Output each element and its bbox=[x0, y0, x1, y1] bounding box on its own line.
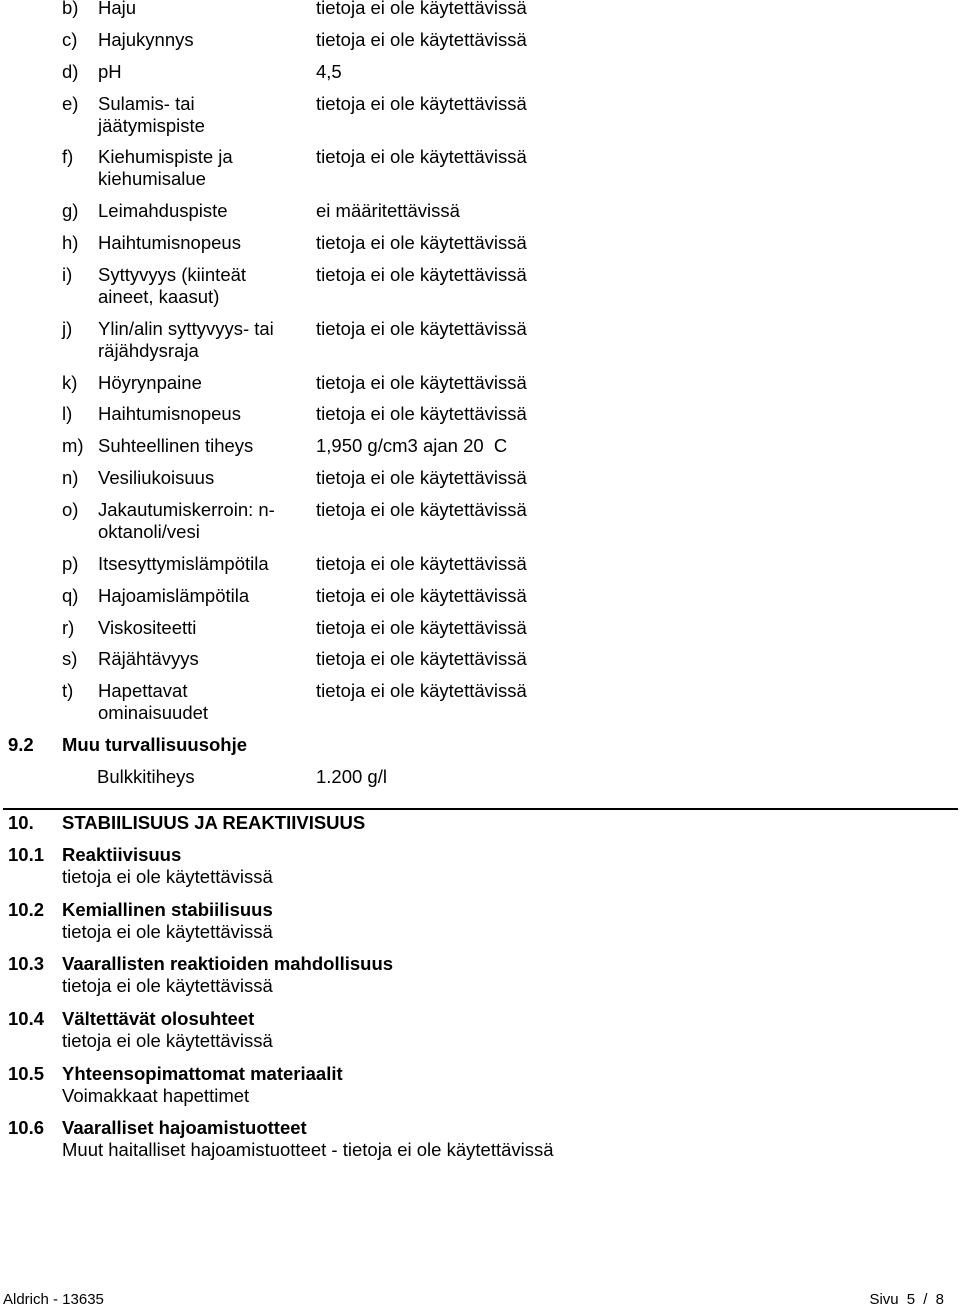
section-10 bbox=[0, 812, 960, 1172]
property-label-line: Höyrynpaine bbox=[98, 371, 202, 393]
section-heading-9-2 bbox=[0, 734, 960, 756]
property-letter: l) bbox=[62, 403, 73, 425]
property-label bbox=[98, 0, 308, 19]
property-letter: e) bbox=[62, 92, 79, 114]
property-label bbox=[98, 318, 308, 362]
property-value: tietoja ei ole käytettävissä bbox=[316, 263, 527, 285]
property-value: tietoja ei ole käytettävissä bbox=[316, 92, 527, 114]
property-value: tietoja ei ole käytettävissä bbox=[316, 371, 527, 393]
property-label bbox=[98, 648, 308, 670]
property-label-line: räjähdysraja bbox=[98, 339, 199, 361]
property-label-line: Sulamis- tai bbox=[98, 92, 195, 114]
property-label-line: Hajukynnys bbox=[98, 28, 194, 50]
property-label-line: Syttyvyys (kiinteät bbox=[98, 263, 247, 285]
property-row-evaporation-rate-2 bbox=[0, 403, 960, 425]
property-letter: c) bbox=[62, 28, 78, 50]
bulk-density-value: 1.200 g/l bbox=[316, 765, 387, 787]
property-value: tietoja ei ole käytettävissä bbox=[316, 467, 527, 489]
property-label-line: pH bbox=[98, 60, 122, 82]
property-row-explosive-limits bbox=[0, 318, 960, 362]
property-row-ph bbox=[0, 61, 960, 83]
property-letter: d) bbox=[62, 60, 79, 82]
property-label bbox=[98, 403, 308, 425]
property-label-line: Haihtumisnopeus bbox=[98, 403, 241, 425]
property-label bbox=[98, 29, 308, 51]
property-label bbox=[98, 680, 308, 724]
property-row-relative-density bbox=[0, 435, 960, 457]
property-label-line: Hajoamislämpötila bbox=[98, 584, 250, 606]
subsection-heading bbox=[0, 844, 960, 866]
property-letter: h) bbox=[62, 232, 79, 254]
property-row-melting-point bbox=[0, 93, 960, 137]
property-row-decomposition-temperature bbox=[0, 585, 960, 607]
property-label-line: Jakautumiskerroin: n- bbox=[98, 498, 275, 520]
property-label-line: Hapettavat bbox=[98, 680, 188, 702]
property-label bbox=[98, 435, 308, 457]
subsection-title: Vaaralliset hajoamistuotteet bbox=[62, 1117, 307, 1139]
subsection-text: Muut haitalliset hajoamistuotteet - tietoja ei ole käytettävissä bbox=[62, 1139, 554, 1161]
footer-product-id: Aldrich - 13635 bbox=[3, 1291, 104, 1308]
property-label bbox=[98, 585, 308, 607]
subsection-10-6 bbox=[0, 1117, 960, 1161]
subsection-heading bbox=[0, 1063, 960, 1085]
property-letter: m) bbox=[62, 435, 84, 457]
property-label bbox=[98, 93, 308, 137]
property-label-line: jäätymispiste bbox=[98, 114, 205, 136]
property-row-oxidizing-properties bbox=[0, 680, 960, 724]
bulk-density-label: Bulkkitiheys bbox=[97, 765, 195, 787]
property-label-line: aineet, kaasut) bbox=[98, 285, 220, 307]
subsection-number: 10.4 bbox=[8, 1008, 45, 1030]
property-value: tietoja ei ole käytettävissä bbox=[316, 648, 527, 670]
property-row-water-solubility bbox=[0, 467, 960, 489]
subsection-heading bbox=[0, 953, 960, 975]
property-letter: p) bbox=[62, 552, 79, 574]
property-label bbox=[98, 499, 308, 543]
subsection-title: Reaktiivisuus bbox=[62, 844, 182, 865]
property-row-vapour-pressure bbox=[0, 372, 960, 394]
subsection-10-2 bbox=[0, 899, 960, 943]
property-label-line: Haihtumisnopeus bbox=[98, 232, 241, 254]
property-label-line: Itsesyttymislämpötila bbox=[98, 552, 269, 574]
property-value: tietoja ei ole käytettävissä bbox=[316, 317, 527, 339]
property-letter: o) bbox=[62, 498, 79, 520]
section-title: Muu turvallisuusohje bbox=[62, 734, 248, 756]
subsection-heading bbox=[0, 1117, 960, 1139]
subsection-number: 10.2 bbox=[8, 898, 45, 920]
subsection-10-5 bbox=[0, 1063, 960, 1107]
property-label-line: Vesiliukoisuus bbox=[98, 467, 215, 489]
section-heading-10 bbox=[0, 812, 960, 834]
subsection-number: 10.3 bbox=[8, 953, 45, 975]
property-label bbox=[98, 146, 308, 190]
subsection-text: tietoja ei ole käytettävissä bbox=[62, 920, 273, 942]
property-letter: g) bbox=[62, 200, 79, 222]
subsection-10-3 bbox=[0, 953, 960, 997]
property-letter: i) bbox=[62, 263, 73, 285]
property-row-evaporation-rate bbox=[0, 232, 960, 254]
subsection-10-4 bbox=[0, 1008, 960, 1052]
property-row-boiling-point bbox=[0, 146, 960, 190]
bulk-density-row bbox=[0, 766, 960, 788]
property-label bbox=[98, 61, 308, 83]
subsection-text: tietoja ei ole käytettävissä bbox=[62, 866, 273, 887]
property-value: tietoja ei ole käytettävissä bbox=[316, 616, 527, 638]
property-label bbox=[98, 372, 308, 394]
section-number: 10. bbox=[8, 812, 34, 833]
property-row-flash-point bbox=[0, 200, 960, 222]
property-row-explosive-properties bbox=[0, 648, 960, 670]
subsection-number: 10.5 bbox=[8, 1062, 45, 1084]
subsection-text: Voimakkaat hapettimet bbox=[62, 1084, 250, 1106]
property-letter: r) bbox=[62, 616, 75, 638]
subsection-10-1 bbox=[0, 844, 960, 888]
property-label-line: oktanoli/vesi bbox=[98, 520, 200, 542]
subsection-title: Vältettävät olosuhteet bbox=[62, 1008, 255, 1030]
subsection-number: 10.1 bbox=[8, 844, 45, 865]
property-label bbox=[98, 200, 308, 222]
property-label-line: Leimahduspiste bbox=[98, 200, 228, 222]
property-row-viscosity bbox=[0, 617, 960, 639]
subsection-title: Yhteensopimattomat materiaalit bbox=[62, 1062, 343, 1084]
property-value: 4,5 bbox=[316, 60, 342, 82]
subsection-title: Kemiallinen stabiilisuus bbox=[62, 898, 273, 920]
property-label bbox=[98, 232, 308, 254]
property-value: tietoja ei ole käytettävissä bbox=[316, 552, 527, 574]
property-value: tietoja ei ole käytettävissä bbox=[316, 584, 527, 606]
property-value: tietoja ei ole käytettävissä bbox=[316, 0, 527, 18]
property-value: tietoja ei ole käytettävissä bbox=[316, 498, 527, 520]
property-value: tietoja ei ole käytettävissä bbox=[316, 680, 527, 702]
property-label-line: kiehumisalue bbox=[98, 168, 206, 190]
property-label-line: Ylin/alin syttyvyys- tai bbox=[98, 317, 274, 339]
subsection-title: Vaarallisten reaktioiden mahdollisuus bbox=[62, 953, 394, 975]
property-row-odour-threshold bbox=[0, 29, 960, 51]
property-letter: b) bbox=[62, 0, 79, 18]
property-value: tietoja ei ole käytettävissä bbox=[316, 28, 527, 50]
property-letter: t) bbox=[62, 680, 74, 702]
property-letter: j) bbox=[62, 317, 73, 339]
property-label-line: Haju bbox=[98, 0, 137, 18]
property-label-line: ominaisuudet bbox=[98, 702, 209, 724]
property-row-autoignition-temperature bbox=[0, 553, 960, 575]
property-row-odour bbox=[0, 0, 960, 19]
property-letter: f) bbox=[62, 146, 74, 168]
section-number: 9.2 bbox=[8, 734, 34, 756]
property-label bbox=[98, 553, 308, 575]
property-value: tietoja ei ole käytettävissä bbox=[316, 232, 527, 254]
property-label-line: Viskositeetti bbox=[98, 616, 197, 638]
footer-page-number: Sivu 5 / 8 bbox=[869, 1291, 944, 1308]
property-letter: n) bbox=[62, 467, 79, 489]
subsection-text: tietoja ei ole käytettävissä bbox=[62, 975, 273, 997]
property-value: tietoja ei ole käytettävissä bbox=[316, 403, 527, 425]
subsection-heading bbox=[0, 1008, 960, 1030]
property-label-line: Suhteellinen tiheys bbox=[98, 435, 254, 457]
section-divider bbox=[3, 808, 958, 810]
subsection-text: tietoja ei ole käytettävissä bbox=[62, 1030, 273, 1052]
property-value: 1,950 g/cm3 ajan 20 C bbox=[316, 435, 508, 457]
property-label bbox=[98, 264, 308, 308]
property-row-partition-coefficient bbox=[0, 499, 960, 543]
property-row-flammability bbox=[0, 264, 960, 308]
property-letter: s) bbox=[62, 648, 78, 670]
section-title: STABIILISUUS JA REAKTIIVISUUS bbox=[62, 812, 366, 833]
subsection-heading bbox=[0, 899, 960, 921]
property-label bbox=[98, 617, 308, 639]
property-value: ei määritettävissä bbox=[316, 200, 460, 222]
property-label-line: Räjähtävyys bbox=[98, 648, 199, 670]
property-label-line: Kiehumispiste ja bbox=[98, 146, 233, 168]
property-value: tietoja ei ole käytettävissä bbox=[316, 146, 527, 168]
property-label bbox=[98, 467, 308, 489]
subsection-number: 10.6 bbox=[8, 1117, 45, 1139]
property-letter: k) bbox=[62, 371, 78, 393]
property-letter: q) bbox=[62, 584, 79, 606]
